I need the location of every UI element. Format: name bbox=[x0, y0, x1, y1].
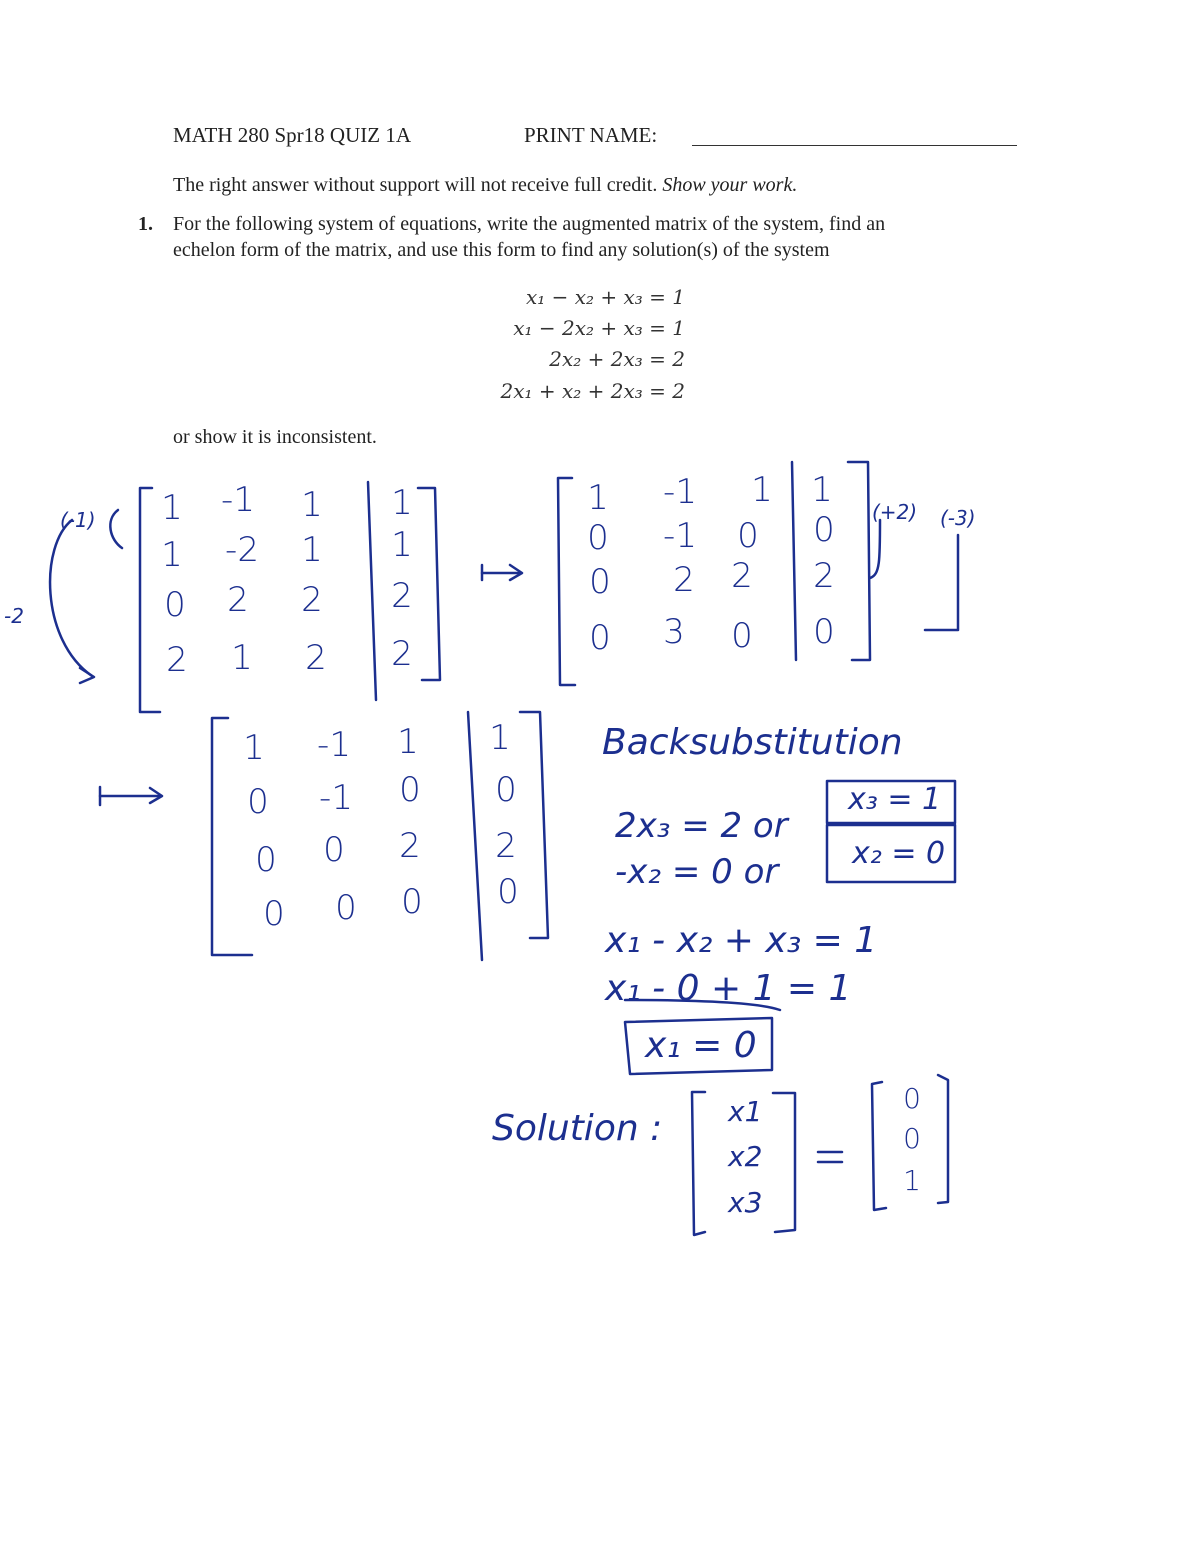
matrix-3-entry: 1 bbox=[489, 718, 511, 758]
equation-4: 2x₁ + x₂ + 2x₃ = 2 bbox=[500, 379, 685, 403]
matrix-2-entry: 2 bbox=[673, 560, 695, 600]
boxed-x2: x₂ = 0 bbox=[852, 836, 946, 871]
matrix-2-entry: 0 bbox=[813, 612, 835, 652]
matrix-1-entry: -1 bbox=[221, 480, 255, 520]
matrix-2-entry: 1 bbox=[811, 470, 833, 510]
matrix-1-entry: 2 bbox=[305, 638, 327, 678]
matrix-3-entry: 0 bbox=[263, 894, 285, 934]
matrix-1-entry: 1 bbox=[231, 638, 253, 678]
matrix-2-entry: 3 bbox=[663, 612, 685, 652]
matrix-3-entry: 1 bbox=[243, 728, 265, 768]
matrix-2-entry: 1 bbox=[587, 478, 609, 518]
matrix-1-entry: 1 bbox=[161, 488, 183, 528]
matrix-2-entry: 0 bbox=[731, 616, 753, 656]
matrix-1-entry: 1 bbox=[301, 485, 323, 525]
print-name-label: PRINT NAME: bbox=[524, 123, 658, 147]
row-op-neg1: (-1) bbox=[60, 508, 96, 532]
matrix-3-entry: -1 bbox=[317, 725, 351, 765]
row-op-neg2: -2 bbox=[4, 604, 24, 628]
matrix-2-entry: -1 bbox=[663, 472, 697, 512]
matrix-3-entry: 1 bbox=[397, 722, 419, 762]
matrix-1-entry: 1 bbox=[161, 535, 183, 575]
matrix-1-entry: 2 bbox=[166, 640, 188, 680]
instructions-emphasis: Show your work. bbox=[662, 174, 798, 196]
matrix-2-entry: 2 bbox=[731, 556, 753, 596]
matrix-3-entry: 0 bbox=[399, 770, 421, 810]
matrix-2-entry: 0 bbox=[587, 518, 609, 558]
matrix-1-entry: 2 bbox=[391, 576, 413, 616]
solution-var-2: x2 bbox=[728, 1140, 763, 1173]
matrix-1-entry: 1 bbox=[301, 530, 323, 570]
matrix-1-entry: 1 bbox=[391, 525, 413, 565]
solution-label: Solution : bbox=[492, 1108, 663, 1149]
backsub-line-1: 2x₃ = 2 or bbox=[615, 806, 788, 846]
matrix-1-entry: 1 bbox=[391, 483, 413, 523]
problem-text-2: echelon form of the matrix, and use this form to find any solution(s) of the system bbox=[173, 239, 830, 261]
solution-value-2: 0 bbox=[903, 1122, 921, 1155]
solution-var-1: x1 bbox=[728, 1095, 763, 1128]
matrix-1-entry: 2 bbox=[301, 580, 323, 620]
problem-tail: or show it is inconsistent. bbox=[173, 426, 377, 448]
matrix-2-entry: -1 bbox=[663, 516, 697, 556]
solution-var-3: x3 bbox=[728, 1186, 763, 1219]
matrix-3-entry: 0 bbox=[497, 872, 519, 912]
equation-3: 2x₂ + 2x₃ = 2 bbox=[549, 347, 685, 371]
matrix-2-entry: 2 bbox=[813, 556, 835, 596]
matrix-1-entry: -2 bbox=[225, 530, 259, 570]
instructions-text: The right answer without support will not receive full credit. bbox=[173, 174, 658, 196]
matrix-3-entry: 0 bbox=[495, 770, 517, 810]
boxed-x3: x₃ = 1 bbox=[848, 782, 942, 817]
course-title: MATH 280 Spr18 QUIZ 1A bbox=[173, 123, 411, 147]
matrix-2-entry: 0 bbox=[589, 562, 611, 602]
solution-value-3: 1 bbox=[903, 1164, 921, 1197]
matrix-2-entry: 1 bbox=[751, 470, 773, 510]
matrix-3-entry: 2 bbox=[399, 826, 421, 866]
matrix-2-entry: 0 bbox=[813, 510, 835, 550]
matrix-3-entry: 0 bbox=[247, 782, 269, 822]
matrix-2-entry: 0 bbox=[589, 618, 611, 658]
matrix-3-entry: 0 bbox=[335, 888, 357, 928]
equation-2: x₁ − 2x₂ + x₃ = 1 bbox=[513, 316, 685, 340]
matrix-1-entry: 0 bbox=[164, 585, 186, 625]
backsub-line-4: x₁ - 0 + 1 = 1 bbox=[605, 968, 852, 1009]
matrix-3-entry: 0 bbox=[323, 830, 345, 870]
solution-value-1: 0 bbox=[903, 1082, 921, 1115]
backsub-title: Backsubstitution bbox=[602, 722, 903, 763]
boxed-x1: x₁ = 0 bbox=[645, 1025, 757, 1066]
backsub-line-3: x₁ - x₂ + x₃ = 1 bbox=[605, 920, 878, 961]
row-op-neg3: (-3) bbox=[940, 506, 976, 530]
problem-number: 1. bbox=[138, 213, 153, 235]
backsub-line-2: -x₂ = 0 or bbox=[615, 852, 779, 892]
problem-text-1: For the following system of equations, write the augmented matrix of the system, find an bbox=[173, 213, 886, 235]
matrix-2-entry: 0 bbox=[737, 516, 759, 556]
matrix-3-entry: -1 bbox=[319, 778, 353, 818]
matrix-3-entry: 2 bbox=[495, 826, 517, 866]
equation-1: x₁ − x₂ + x₃ = 1 bbox=[525, 285, 685, 309]
matrix-3-entry: 0 bbox=[255, 840, 277, 880]
matrix-1-entry: 2 bbox=[227, 580, 249, 620]
matrix-1-entry: 2 bbox=[391, 634, 413, 674]
row-op-plus2: (+2) bbox=[872, 500, 918, 524]
matrix-3-entry: 0 bbox=[401, 882, 423, 922]
